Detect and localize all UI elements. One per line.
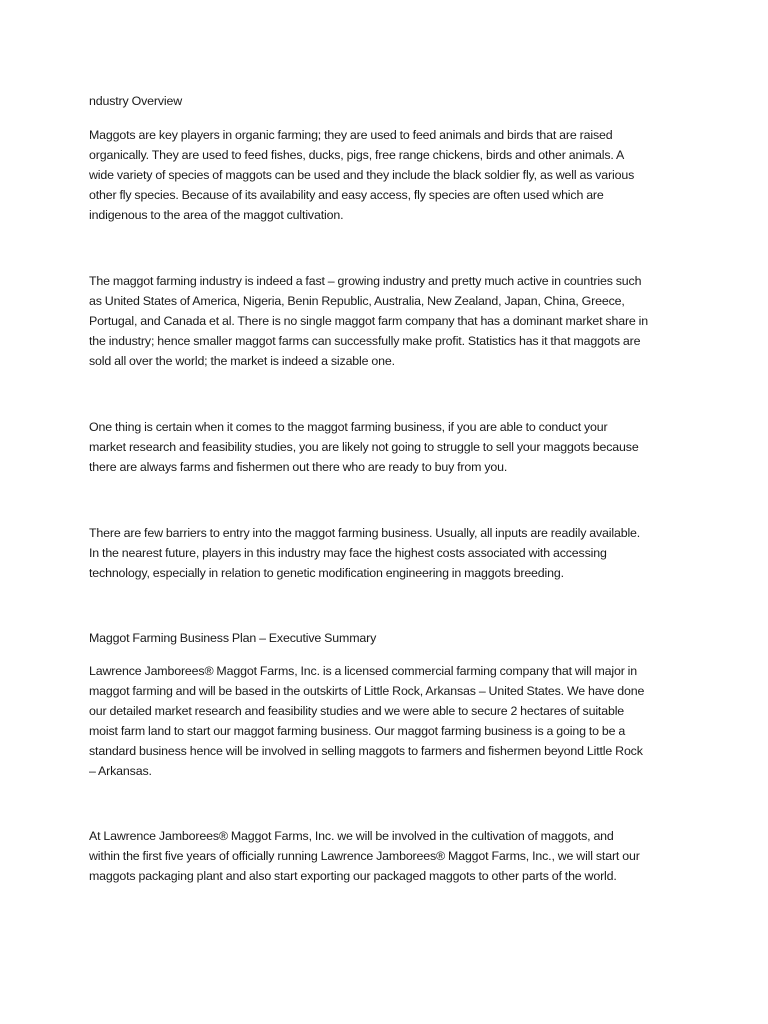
paragraph-barriers-to-entry <box>89 523 679 583</box>
text-line: One thing is certain when it comes to the maggot farming business, if you are able to conduct your <box>89 420 608 434</box>
text-line: Lawrence Jamborees® Maggot Farms, Inc. is a licensed commercial farming company that will major in <box>89 664 638 678</box>
section-heading-executive-summary <box>89 628 679 648</box>
text-line: sold all over the world; the market is indeed a sizable one. <box>89 354 395 368</box>
text-line: maggot farming and will be based in the outskirts of Little Rock, Arkansas – United States. We have done <box>89 684 645 698</box>
text-line: ndustry Overview <box>89 94 183 108</box>
paragraph-industry-growth <box>89 271 679 371</box>
paragraph-cultivation-plans <box>89 826 679 886</box>
text-line: technology, especially in relation to genetic modification engineering in maggots breeding. <box>89 566 564 580</box>
text-line: The maggot farming industry is indeed a fast – growing industry and pretty much active in countries such <box>89 274 642 288</box>
text-line: the industry; hence smaller maggot farms can successfully make profit. Statistics has it that maggots are <box>89 334 641 348</box>
text-line: In the nearest future, players in this industry may face the highest costs associated with accessing <box>89 546 607 560</box>
text-line: indigenous to the area of the maggot cultivation. <box>89 208 344 222</box>
text-line: maggots packaging plant and also start exporting our packaged maggots to other parts of the world. <box>89 869 617 883</box>
section-heading-industry-overview <box>89 91 679 111</box>
text-line: – Arkansas. <box>89 764 152 778</box>
paragraph-maggots-organic-farming <box>89 125 679 225</box>
paragraph-company-overview <box>89 661 679 781</box>
text-line: wide variety of species of maggots can be used and they include the black soldier fly, as well as various <box>89 168 635 182</box>
text-line: Portugal, and Canada et al. There is no single maggot farm company that has a dominant market share in <box>89 314 649 328</box>
paragraph-market-research <box>89 417 679 477</box>
text-line: standard business hence will be involved in selling maggots to farmers and fishermen beyond Little Rock <box>89 744 643 758</box>
text-line: organically. They are used to feed fishes, ducks, pigs, free range chickens, birds and other animals. A <box>89 148 625 162</box>
text-line: as United States of America, Nigeria, Benin Republic, Australia, New Zealand, Japan, China, Greece, <box>89 294 625 308</box>
text-line: within the first five years of officially running Lawrence Jamborees® Maggot Farms, Inc., we will start our <box>89 849 640 863</box>
text-line: Maggots are key players in organic farming; they are used to feed animals and birds that are raised <box>89 128 613 142</box>
text-line: There are few barriers to entry into the maggot farming business. Usually, all inputs are readily available. <box>89 526 641 540</box>
text-line: At Lawrence Jamborees® Maggot Farms, Inc. we will be involved in the cultivation of maggots, and <box>89 829 614 843</box>
text-line: other fly species. Because of its availability and easy access, fly species are often used which are <box>89 188 604 202</box>
text-line: our detailed market research and feasibility studies and we were able to secure 2 hectares of suitable <box>89 704 625 718</box>
text-line: moist farm land to start our maggot farming business. Our maggot farming business is a going to be a <box>89 724 626 738</box>
text-line: market research and feasibility studies, you are likely not going to struggle to sell your maggots because <box>89 440 639 454</box>
text-line: Maggot Farming Business Plan – Executive Summary <box>89 631 377 645</box>
text-line: there are always farms and fishermen out there who are ready to buy from you. <box>89 460 508 474</box>
